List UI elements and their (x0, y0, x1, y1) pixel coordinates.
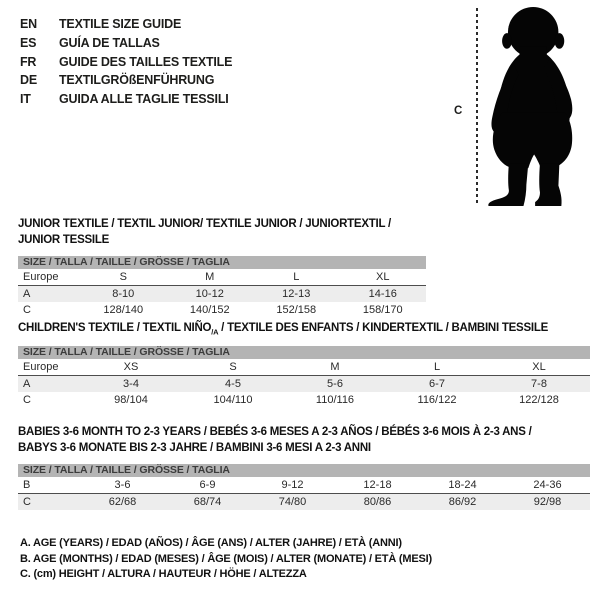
table-row (18, 359, 590, 376)
table-row (18, 302, 426, 318)
table-cell: 92/98 (533, 496, 562, 508)
legend-line: A. AGE (YEARS) / EDAD (AÑOS) / ÂGE (ANS) / ALTER (JAHRE) / ETÀ (ANNI) (20, 537, 402, 549)
table-row (18, 392, 590, 408)
table-cell: 6-9 (199, 479, 216, 491)
table-cell: 3-4 (123, 378, 139, 390)
row-label: C (23, 394, 31, 406)
table-cell: 110/116 (315, 394, 355, 406)
language-label: TEXTILE SIZE GUIDE (59, 17, 182, 31)
table-cell: 7-8 (531, 378, 547, 390)
row-label: A (23, 288, 31, 300)
measurement-legend (20, 536, 432, 583)
table-cell: 24-36 (533, 479, 562, 491)
table-cell: 6-7 (429, 378, 445, 390)
table-cell: 116/122 (417, 394, 457, 406)
row-label: Europe (23, 361, 59, 373)
language-row (20, 71, 232, 90)
language-row (20, 34, 232, 53)
table-cell: XS (123, 361, 139, 373)
language-row (20, 15, 232, 34)
language-code: EN (20, 17, 37, 31)
table-row (18, 477, 590, 494)
table-cell: 9-12 (281, 479, 304, 491)
table-title-line: CHILDREN'S TEXTILE / TEXTIL $NIÑO_{/A}$ / TEXTILE DES ENFANTS / KINDERTEXTIL / BAMBINI TESSILE (18, 322, 549, 337)
children-size-table (18, 320, 590, 408)
table-title-line: BABYS 3-6 MONATE BIS 2-3 JAHRE / BAMBINI 3-6 MESI A 2-3 ANNI (18, 442, 371, 454)
language-row (20, 90, 232, 109)
table-cell: 3-6 (114, 479, 131, 491)
table-title-line: JUNIOR TEXTILE / TEXTIL JUNIOR/ TEXTILE JUNIOR / JUNIORTEXTIL / JUNIOR TESSILE (18, 218, 391, 246)
language-code: IT (20, 92, 31, 107)
table-cell: 86/92 (448, 496, 477, 508)
table-cell: 98/104 (114, 394, 148, 406)
language-label: GUÍA DE TALLAS (59, 35, 160, 50)
table-title (18, 216, 426, 248)
language-header (20, 15, 232, 109)
table-cell: 74/80 (278, 496, 307, 508)
language-row (20, 53, 232, 72)
table-cell: M (330, 361, 340, 373)
size-header-bar: SIZE / TALLA / TAILLE / GRÖSSE / TAGLIA (18, 256, 426, 269)
table-cell: L (433, 361, 441, 373)
row-label: C (23, 304, 31, 316)
language-code: DE (20, 73, 37, 88)
table-cell: 12-13 (282, 288, 311, 300)
legend-line: C. (cm) HEIGHT / ALTURA / HAUTEUR / HÖHE / ALTEZZA (20, 568, 307, 580)
table-cell: 5-6 (327, 378, 343, 390)
babies-size-table (18, 424, 590, 510)
table-row (18, 286, 426, 302)
table-cell: 122/128 (519, 394, 559, 406)
table-cell: 18-24 (448, 479, 477, 491)
table-cell: 62/68 (108, 496, 137, 508)
size-header-bar: SIZE / TALLA / TAILLE / GRÖSSE / TAGLIA (18, 464, 590, 477)
table-row (18, 269, 426, 286)
table-title (18, 320, 590, 336)
table-cell: 8-10 (112, 288, 135, 300)
table-row (18, 494, 590, 510)
table-cell: 12-18 (363, 479, 392, 491)
table-cell: 68/74 (193, 496, 222, 508)
table-cell: XL (376, 271, 390, 283)
size-figure (440, 0, 600, 215)
row-label: Europe (23, 271, 59, 283)
table-cell: 4-5 (225, 378, 241, 390)
measure-c-label: C (454, 105, 463, 117)
table-rows (18, 359, 590, 408)
table-title-line: BABIES 3-6 MONTH TO 2-3 YEARS / BEBÉS 3-6 MESES A 2-3 AÑOS / BÉBÉS 3-6 MOIS À 2-3 ANS / (18, 426, 532, 438)
table-rows (18, 477, 590, 510)
language-list (20, 15, 232, 109)
size-header-bar: SIZE / TALLA / TAILLE / GRÖSSE / TAGLIA (18, 346, 590, 359)
table-row (18, 376, 590, 392)
table-cell: 140/152 (189, 304, 230, 316)
language-label: GUIDA ALLE TAGLIE TESSILI (59, 92, 229, 107)
table-title (18, 424, 590, 456)
table-cell: L (293, 271, 300, 283)
table-cell: S (119, 271, 127, 283)
language-label: TEXTILGRÖßENFÜHRUNG (59, 73, 215, 88)
row-label: C (23, 496, 31, 508)
table-cell: 104/110 (213, 394, 253, 406)
table-cell: 80/86 (363, 496, 392, 508)
row-label: A (23, 378, 31, 390)
legend-line: B. AGE (MONTHS) / EDAD (MESES) / ÂGE (MOIS) / ALTER (MONATE) / ETÀ (MESI) (20, 552, 432, 565)
table-cell: 10-12 (195, 288, 224, 300)
row-label: B (23, 479, 31, 491)
junior-size-table (18, 216, 426, 318)
language-code: FR (20, 54, 37, 69)
language-code: ES (20, 35, 37, 50)
language-label: GUIDE DES TAILLES TEXTILE (59, 54, 233, 69)
table-cell: 158/170 (362, 304, 403, 316)
table-cell: 128/140 (103, 304, 144, 316)
table-cell: S (229, 361, 237, 373)
toddler-silhouette-icon (483, 6, 595, 206)
table-cell: XL (532, 361, 546, 373)
table-cell: 14-16 (368, 288, 397, 300)
table-rows (18, 269, 426, 318)
table-cell: 152/158 (276, 304, 317, 316)
table-cell: M (205, 271, 215, 283)
dotted-height-line-icon (476, 8, 478, 206)
